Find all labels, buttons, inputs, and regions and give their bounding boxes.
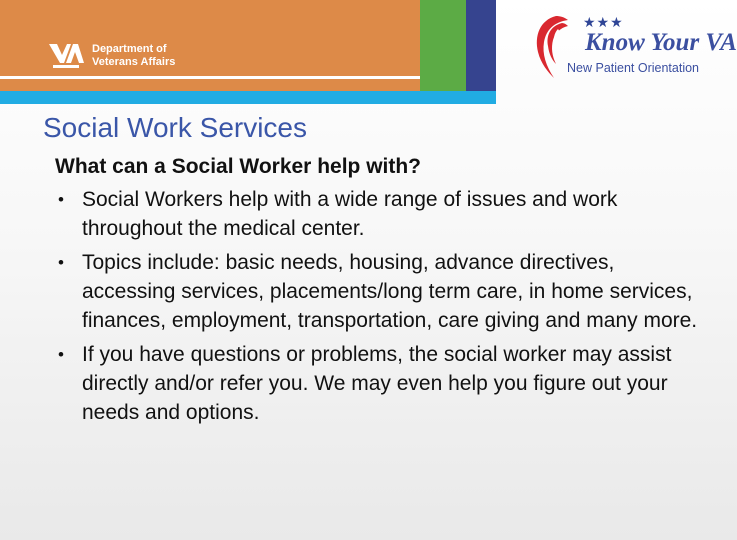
bullet-text: Topics include: basic needs, housing, advance directives, accessing services, placements/long term care, in home services, finances, employment, transportation, care giving and many more. [82,251,698,332]
green-stripe [420,0,466,91]
slide-title: Social Work Services [43,112,308,143]
bullet-text: Social Workers help with a wide range of issues and work throughout the medical center. [82,188,618,240]
va-logo [48,41,175,71]
va-wordmark [92,43,175,69]
banner-divider [0,76,420,79]
know-your-va-logo [532,14,737,82]
list-item [55,248,705,335]
brand-stars: ★★★ [583,14,624,30]
bullet-text: If you have questions or problems, the social worker may assist directly and/or refer you. We may even help you figure out your needs and options. [82,343,672,424]
brand-subtitle: New Patient Orientation [567,61,700,75]
va-seal-icon [48,41,84,71]
list-item [55,340,705,427]
bullet-icon: • [58,253,64,272]
cyan-accent-bar [0,91,496,104]
flag-swoosh-icon [532,14,572,80]
bullet-list [55,185,705,427]
list-item [55,185,705,243]
question-heading: What can a Social Worker help with? [55,155,422,178]
navy-stripe [466,0,496,91]
org-line-2: Veterans Affairs [92,56,176,68]
bullet-icon: • [58,190,64,209]
slide-body [55,152,705,432]
brand-title: Know Your VA [585,29,737,56]
org-line-1: Department of [92,43,167,55]
bullet-icon: • [58,345,64,364]
